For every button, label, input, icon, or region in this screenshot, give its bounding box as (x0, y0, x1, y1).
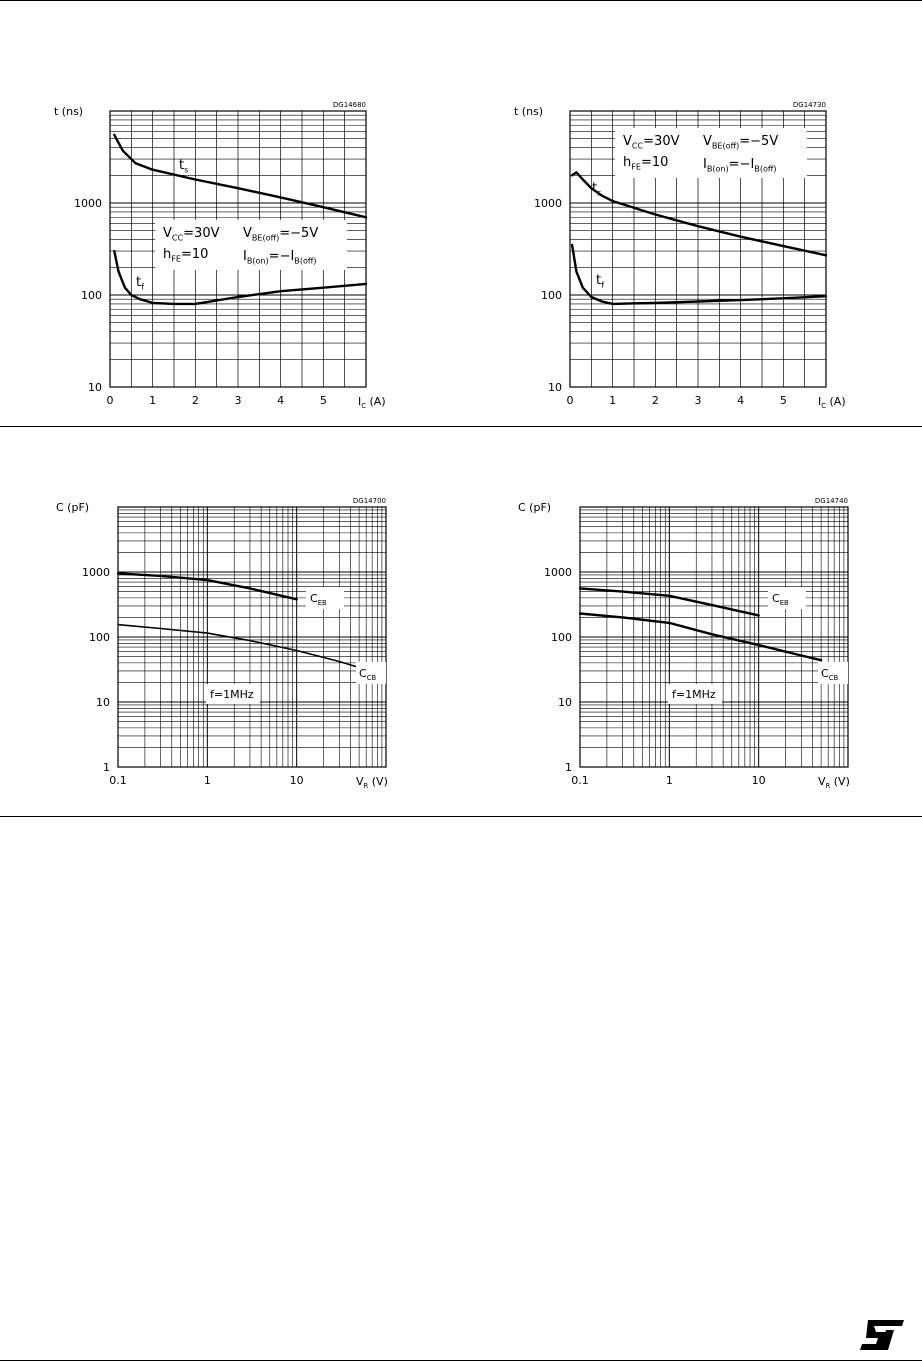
y-tick-label: 1 (565, 761, 572, 774)
x-tick-label: 2 (191, 394, 199, 407)
series-label-ceb: $C_{EB}$ (310, 592, 327, 608)
x-tick-label: 5 (779, 394, 787, 407)
condition-ib: $I_{B(on)}=-I_{B(off)}$ (243, 249, 317, 266)
plot-4 (518, 497, 850, 790)
condition-vcc: $V_{CC}=30V$ (163, 226, 220, 243)
x-tick-label: 0.1 (109, 774, 127, 787)
figure-code: DG14700 (352, 497, 386, 505)
x-tick-label: 2 (651, 394, 659, 407)
y-tick-label: 1000 (544, 566, 572, 579)
frequency-note: f=1MHz (672, 688, 716, 701)
series-label-ts: $t_s$ (592, 181, 602, 198)
x-tick-label: 1 (609, 394, 617, 407)
y-tick-label: 1000 (82, 566, 110, 579)
plot-1 (54, 101, 386, 410)
y-axis-label: t (ns) (54, 105, 84, 118)
x-tick-label: 4 (277, 394, 285, 407)
x-tick-label: 10 (751, 774, 766, 787)
y-tick-label: 1000 (534, 197, 562, 210)
y-tick-label: 100 (551, 631, 572, 644)
series-line (118, 625, 359, 668)
plot-2 (514, 101, 846, 410)
y-axis-label: C (pF) (518, 501, 552, 514)
series-label-tf: $t_f$ (136, 275, 144, 292)
figure-code: DG14740 (814, 497, 848, 505)
x-axis-label: $I_C$ (A) (818, 395, 846, 411)
x-tick-label: 4 (737, 394, 745, 407)
x-tick-label: 0 (106, 394, 114, 407)
figure-code: DG14730 (792, 101, 826, 109)
y-axis-label: t (ns) (514, 105, 544, 118)
series-label-ccb: $C_{CB}$ (359, 667, 377, 683)
series-label-ccb: $C_{CB}$ (821, 667, 839, 683)
y-tick-label: 10 (88, 381, 102, 394)
x-tick-label: 10 (289, 774, 304, 787)
y-tick-label: 10 (558, 696, 572, 709)
x-axis-label: $V_R$ (V) (818, 775, 850, 791)
y-tick-label: 10 (96, 696, 110, 709)
condition-ib: $I_{B(on)}=-I_{B(off)}$ (703, 157, 777, 174)
condition-vbe: $V_{BE(off)}=-5V$ (703, 134, 779, 151)
series-label-tf: $t_f$ (596, 273, 604, 290)
frequency-note: f=1MHz (210, 688, 254, 701)
y-tick-label: 1000 (74, 197, 102, 210)
x-axis-label: $V_R$ (V) (356, 775, 388, 791)
x-axis-label: $I_C$ (A) (358, 395, 386, 411)
series-label-ts: $t_s$ (179, 158, 189, 175)
x-tick-label: 3 (234, 394, 242, 407)
st-logo (858, 1318, 906, 1352)
plot-3 (56, 497, 388, 790)
y-tick-label: 100 (89, 631, 110, 644)
condition-vbe: $V_{BE(off)}=-5V$ (243, 226, 319, 243)
figure-code: DG14680 (332, 101, 366, 109)
series-line (572, 172, 826, 255)
y-tick-label: 100 (81, 289, 102, 302)
condition-vcc: $V_{CC}=30V$ (623, 134, 680, 151)
x-tick-label: 1 (665, 774, 673, 787)
series-label-ceb: $C_{EB}$ (772, 592, 789, 608)
y-tick-label: 1 (103, 761, 110, 774)
x-tick-label: 1 (203, 774, 211, 787)
x-tick-label: 3 (694, 394, 702, 407)
condition-hfe: $h_{FE}=10$ (163, 247, 209, 264)
y-axis-label: C (pF) (56, 501, 90, 514)
condition-hfe: $h_{FE}=10$ (623, 155, 669, 172)
x-tick-label: 0.1 (571, 774, 589, 787)
y-tick-label: 10 (548, 381, 562, 394)
x-tick-label: 5 (319, 394, 327, 407)
x-tick-label: 0 (566, 394, 574, 407)
x-tick-label: 1 (149, 394, 157, 407)
series-line (114, 135, 366, 217)
y-tick-label: 100 (541, 289, 562, 302)
